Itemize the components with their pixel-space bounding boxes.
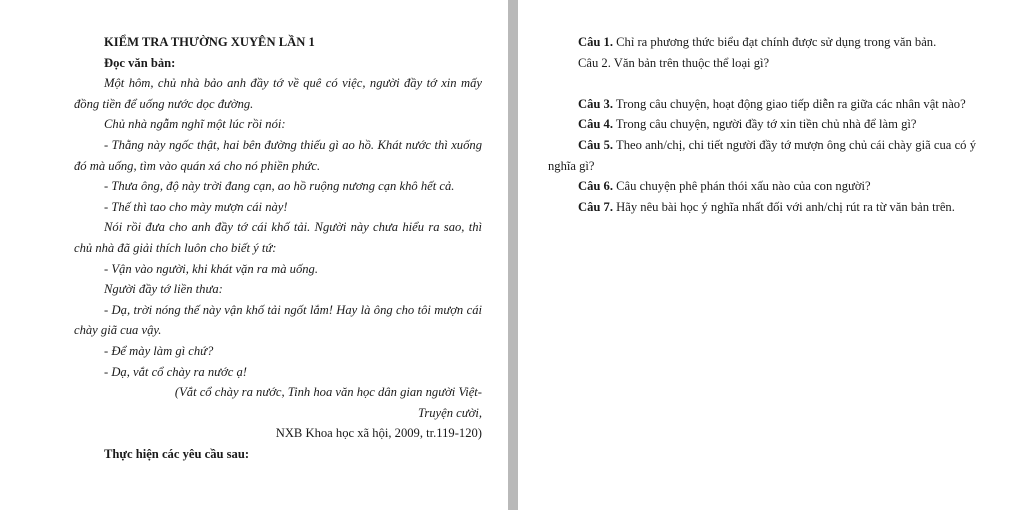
question-5 [548, 135, 976, 176]
paragraph: Chủ nhà ngẫm nghĩ một lúc rồi nói: [104, 117, 286, 132]
question-2 [548, 53, 976, 74]
paragraph: - Thằng này ngốc thật, hai bên đường thiếu gì ao hồ. Khát nước thì xuống đó mà uống, tìm vào quán xá cho nó phiền phức. [74, 137, 482, 173]
paragraph: - Dạ, trời nóng thế này vận khố tải ngốt lắm! Hay là ông cho tôi mượn cái chày giã cua vậy. [74, 302, 482, 338]
spacer [548, 73, 976, 94]
question-label: Câu 2. [578, 55, 611, 70]
paragraph: - Vận vào người, khi khát vặn ra mà uống. [104, 261, 319, 276]
right-page [518, 0, 1024, 510]
paragraph: Người đầy tớ liền thưa: [104, 282, 223, 297]
section-label: Đọc văn bản: [104, 55, 176, 70]
page-divider [508, 0, 518, 510]
reading-passage [74, 32, 482, 464]
questions-list [548, 32, 976, 217]
question-text: Trong câu chuyện, người đầy tớ xin tiền chủ nhà để làm gì? [613, 117, 917, 132]
question-text: Theo anh/chị, chi tiết người đầy tớ mượn ông chủ cái chày giã cua có ý nghĩa gì? [548, 137, 976, 173]
publisher-info: NXB Khoa học xã hội, 2009, tr.119-120) [275, 426, 482, 441]
page-title: KIỂM TRA THƯỜNG XUYÊN LẦN 1 [104, 35, 315, 49]
source-genre: Truyện cười, [418, 405, 482, 420]
paragraph: - Dạ, vắt cổ chày ra nước ạ! [104, 364, 247, 379]
question-label: Câu 6. [578, 179, 613, 194]
paragraph: - Thưa ông, độ này trời đang cạn, ao hồ ruộng nương cạn khô hết cả. [104, 179, 455, 194]
question-label: Câu 4. [578, 117, 613, 132]
question-3 [548, 94, 976, 115]
question-4 [548, 114, 976, 135]
paragraph: Nói rồi đưa cho anh đầy tớ cái khố tải. Người này chưa hiểu ra sao, thì chủ nhà đã giải thích luôn cho biết ý tứ: [74, 220, 482, 255]
question-text: Chỉ ra phương thức biểu đạt chính được sử dụng trong văn bản. [613, 35, 937, 49]
question-label: Câu 3. [578, 96, 613, 111]
question-text: Văn bản trên thuộc thể loại gì? [610, 55, 770, 70]
requirements-heading: Thực hiện các yêu cầu sau: [104, 446, 250, 461]
question-label: Câu 7. [578, 199, 613, 214]
question-text: Trong câu chuyện, hoạt động giao tiếp diễn ra giữa các nhân vật nào? [613, 96, 966, 111]
paragraph: - Để mày làm gì chứ? [104, 343, 214, 358]
question-text: Câu chuyện phê phán thói xấu nào của con người? [613, 179, 871, 194]
paragraph: - Thế thì tao cho mày mượn cái này! [104, 199, 288, 214]
question-1 [548, 32, 976, 53]
question-6 [548, 176, 976, 197]
source-citation: (Vắt cổ chày ra nước, Tinh hoa văn học dân gian người Việt- [174, 385, 482, 400]
left-page [0, 0, 508, 510]
question-text: Hãy nêu bài học ý nghĩa nhất đối với anh/chị rút ra từ văn bản trên. [613, 199, 955, 214]
paragraph: Một hôm, chủ nhà bảo anh đầy tớ về quê có việc, người đầy tớ xin mấy đồng tiền để uống nước dọc đường. [74, 76, 482, 111]
question-label: Câu 5. [578, 137, 614, 152]
question-label: Câu 1. [578, 35, 613, 49]
question-7 [548, 197, 976, 218]
